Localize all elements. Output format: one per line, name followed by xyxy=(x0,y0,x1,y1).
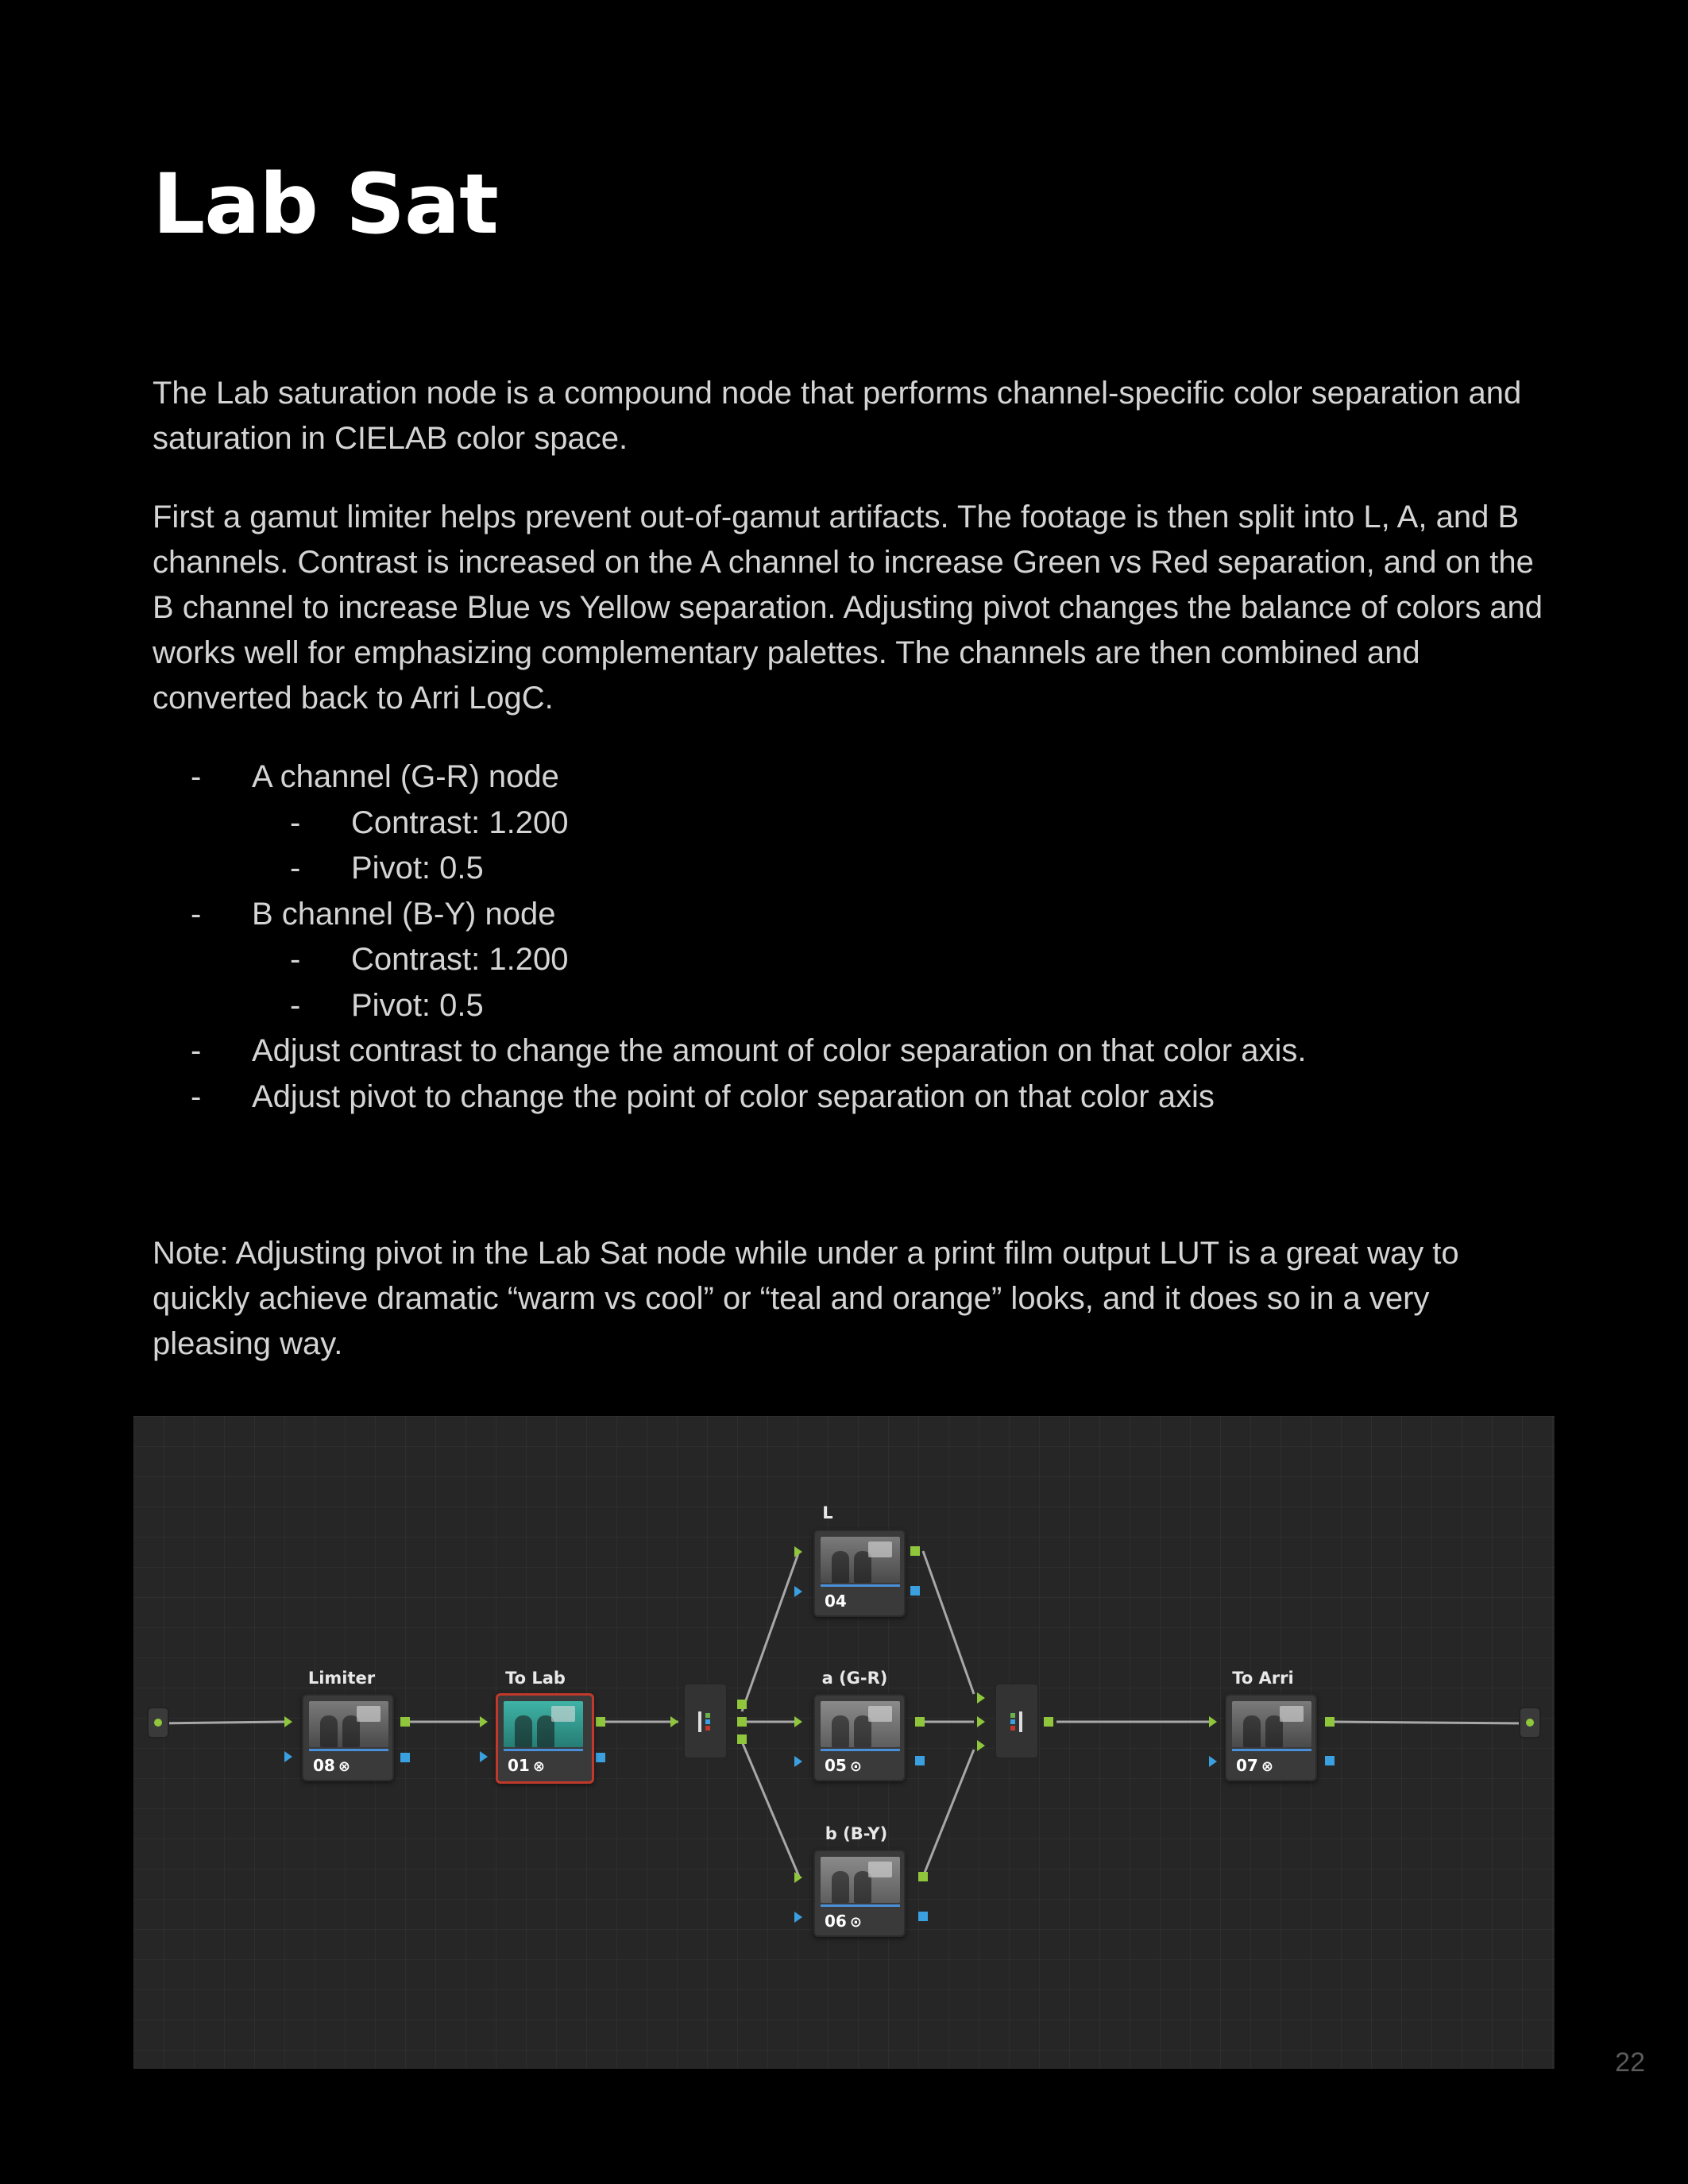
node-graph-screenshot xyxy=(133,1416,1555,2069)
node-b-channel[interactable] xyxy=(813,1850,906,1937)
key-output-port xyxy=(915,1756,925,1765)
output-node[interactable] xyxy=(1519,1707,1541,1738)
lut-icon: ⊗ xyxy=(338,1758,350,1775)
intro-paragraph: The Lab saturation node is a compound node that performs channel-specific color separation and saturation in CIELAB color space. xyxy=(153,376,1522,456)
page-title: Lab Sat xyxy=(153,156,498,253)
output-port xyxy=(915,1717,925,1727)
output-port xyxy=(596,1717,605,1727)
wire xyxy=(923,1750,974,1877)
lut-icon: ⊗ xyxy=(532,1758,545,1775)
node-to-lab[interactable] xyxy=(496,1693,594,1784)
input-arrow xyxy=(977,1716,985,1727)
splitter-icon xyxy=(696,1708,715,1735)
key-output-port xyxy=(1325,1756,1335,1765)
node-thumbnail xyxy=(309,1701,388,1747)
node-label-to-lab: To Lab xyxy=(505,1669,566,1688)
key-input-arrow xyxy=(794,1912,802,1923)
node-thumbnail xyxy=(821,1537,900,1583)
key-output-port xyxy=(910,1586,920,1596)
node-thumbnail xyxy=(504,1701,583,1747)
key-input-arrow xyxy=(794,1756,802,1767)
node-thumbnail xyxy=(821,1857,900,1903)
key-output-port xyxy=(400,1753,410,1762)
node-label-b-channel: b (B-Y) xyxy=(825,1824,888,1843)
node-thumbnail xyxy=(1232,1701,1311,1747)
key-output-port xyxy=(596,1753,605,1762)
page-number: 22 xyxy=(1615,2047,1645,2078)
node-number: 07 xyxy=(1236,1756,1258,1775)
input-arrow xyxy=(977,1740,985,1751)
input-arrow xyxy=(670,1716,678,1727)
node-thumbnail xyxy=(821,1701,900,1747)
node-to-arri[interactable] xyxy=(1225,1694,1317,1781)
node-l-channel[interactable] xyxy=(813,1530,906,1617)
output-port xyxy=(1325,1717,1335,1727)
output-port xyxy=(918,1872,928,1881)
node-number: 05 xyxy=(825,1756,847,1775)
output-port xyxy=(737,1734,747,1744)
key-output-port xyxy=(918,1912,928,1921)
output-port xyxy=(400,1717,410,1727)
node-label-l: L xyxy=(822,1503,833,1522)
wire xyxy=(923,1551,974,1694)
output-port xyxy=(737,1717,747,1727)
input-arrow xyxy=(480,1716,488,1727)
pivot-icon: ⊙ xyxy=(849,1914,862,1931)
node-number: 01 xyxy=(508,1756,530,1775)
wire xyxy=(1333,1722,1525,1723)
node-label-to-arri: To Arri xyxy=(1232,1669,1294,1688)
node-label-limiter: Limiter xyxy=(307,1669,376,1688)
input-arrow xyxy=(284,1716,292,1727)
lut-icon: ⊗ xyxy=(1261,1758,1273,1775)
node-limiter[interactable] xyxy=(302,1694,394,1781)
wire xyxy=(742,1551,799,1711)
source-input-node[interactable] xyxy=(147,1707,169,1738)
output-port xyxy=(737,1700,747,1709)
node-number: 08 xyxy=(313,1756,335,1775)
note-paragraph: Note: Adjusting pivot in the Lab Sat node while under a print film output LUT is a great way to quickly achieve dramatic “warm vs cool” or “teal and orange” looks, and it does so in a very pleasing way. xyxy=(153,1236,1459,1361)
key-input-arrow xyxy=(794,1586,802,1597)
node-label-a-channel: a (G-R) xyxy=(821,1669,888,1688)
key-input-arrow xyxy=(1209,1756,1217,1767)
splitter-node[interactable] xyxy=(683,1683,728,1759)
node-number: 04 xyxy=(825,1592,847,1611)
key-input-arrow xyxy=(284,1751,292,1762)
description-paragraph: First a gamut limiter helps prevent out-of-gamut artifacts. The footage is then split into L, A, and B channels. Contrast is increased on the A channel to increase Green vs Red separation, and on the B channel to increase Blue vs Yellow separation. Adjusting pivot changes the balance of colors and works well for emphasizing complementary palettes. The channels are then combined and converted back to Arri LogC. xyxy=(153,500,1543,716)
input-arrow xyxy=(977,1692,985,1704)
input-arrow xyxy=(1209,1716,1217,1727)
combiner-node[interactable] xyxy=(995,1683,1039,1759)
output-port xyxy=(910,1546,920,1556)
combiner-icon xyxy=(1007,1708,1026,1735)
node-a-channel[interactable] xyxy=(813,1694,906,1781)
pivot-icon: ⊙ xyxy=(849,1758,862,1775)
node-number: 06 xyxy=(825,1912,847,1931)
wire xyxy=(742,1742,799,1877)
output-port xyxy=(1044,1717,1053,1727)
input-arrow xyxy=(794,1716,802,1727)
wire xyxy=(157,1722,284,1723)
key-input-arrow xyxy=(480,1751,488,1762)
